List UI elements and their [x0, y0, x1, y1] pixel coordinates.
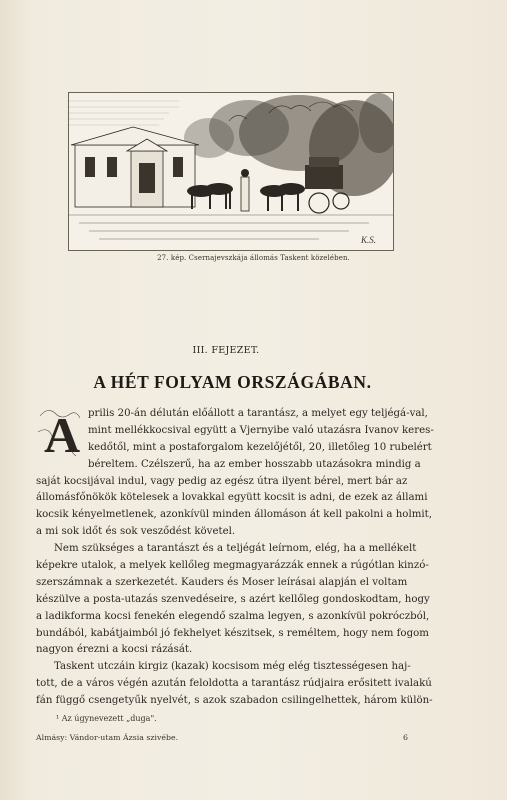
- engraving-illustration: [68, 92, 394, 251]
- text-line: kocsik kényelmetlenek, azonkívül minden állomáson át kell pakolni a holmit,: [36, 509, 432, 521]
- text-line: szerszámnak a szerkezetét. Kauders és Moser leírásai alapján el voltam: [36, 576, 408, 588]
- text-line: kedőtől, mint a postaforgalom kezelőjétől, 20, illetőleg 10 rubelért: [88, 441, 432, 453]
- dropcap-letter: A: [44, 407, 81, 460]
- text-line: nagyon érezni a kocsi rázását.: [36, 644, 193, 656]
- figure-caption: 27. kép. Csernajevszkája állomás Taskent közelében.: [157, 254, 350, 262]
- text-line: saját kocsijával indul, vagy pedig az egész útra ilyent bérel, mert bár az: [36, 475, 408, 487]
- running-footer-title: Almásy: Vándor-utam Ázsia szivébe.: [36, 733, 179, 742]
- page-number: 6: [403, 733, 408, 742]
- text-line: prilis 20-án délután előállott a tarantász, a melyet egy teljégá-val,: [88, 408, 428, 419]
- station-scene-image: [69, 93, 393, 250]
- text-line: Taskent utczáin kirgiz (kazak) kocsisom még elég tisztességesen haj-: [54, 661, 411, 673]
- text-line: készülve a posta-utazás szenvedéseire, s azért kellőleg gondoskodtam, hogy: [36, 593, 430, 605]
- text-line: fán függő csengetyűk nyelvét, s azok szabadon csilingelhettek, három külön-: [36, 695, 433, 707]
- chapter-number: III. FEJEZET.: [192, 345, 260, 356]
- page-footer: [36, 733, 408, 742]
- text-line: tott, de a város végén azután feloldotta a tarantász rúdjaira erősitett ivalakú: [36, 678, 432, 690]
- text-line: Nem szükséges a tarantászt és a teljégát leírnom, elég, ha a mellékelt: [54, 543, 417, 555]
- text-line: a ladikforma kocsi fenekén elegendő szalma legyen, s azonkívül pokróczból,: [36, 610, 430, 622]
- artist-signature: K.S.: [361, 235, 377, 245]
- text-line: mint mellékkocsival együtt a Vjernyibe való utazásra Ivanov keres-: [88, 424, 434, 436]
- text-line: béreltem. Czélszerű, ha az ember hosszabb utazásokra mindig a: [88, 458, 421, 470]
- text-line: képekre utalok, a melyek kellőleg megmagyarázzák ennek a rúgótlan kinzó-: [36, 560, 429, 572]
- footnote: ¹ Az úgynevezett „duga".: [56, 714, 157, 723]
- text-line: bundából, kabátjaimból jó fekhelyet készitsek, s reméltem, hogy nem fogom: [36, 627, 429, 639]
- text-line: állomásfőnökök kötelesek a lovakkal együtt kocsit is adni, de ezek az állami: [36, 492, 428, 504]
- chapter-title: A HÉT FOLYAM ORSZÁGÁBAN.: [93, 372, 372, 392]
- text-line: a mi sok időt és sok vesződést követel.: [36, 526, 236, 538]
- body-text: [36, 406, 434, 710]
